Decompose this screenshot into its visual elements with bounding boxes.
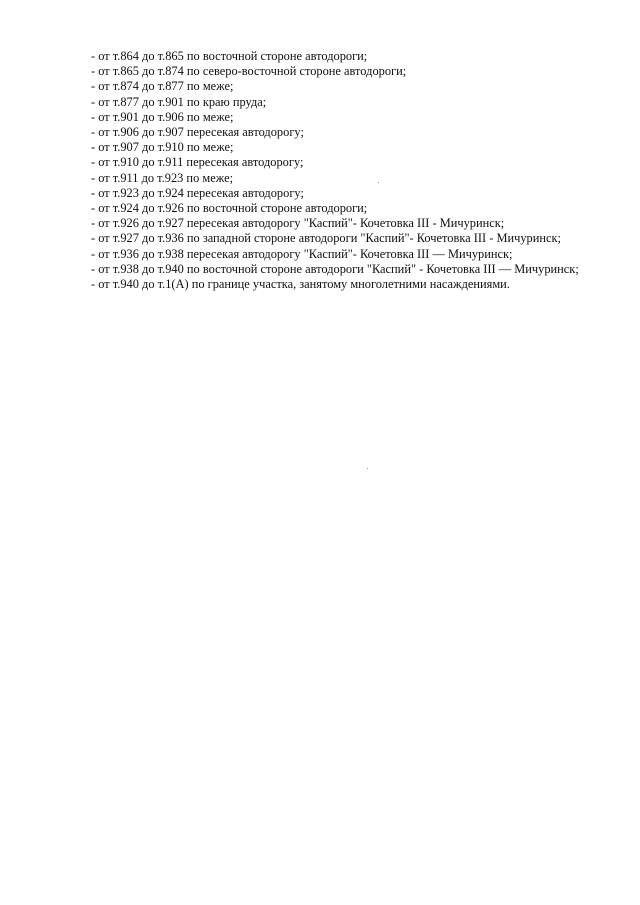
list-item: - от т.936 до т.938 пересекая автодорогу "Каспий"- Кочетовка III — Мичуринск; (91, 246, 513, 261)
list-item: - от т.938 до т.940 по восточной стороне автодороги "Каспий" - Кочетовка III — Мичуринск; (91, 261, 579, 276)
list-item: - от т.940 до т.1(А) по границе участка, занятому многолетними насаждениями. (91, 277, 510, 292)
scan-speck (367, 468, 368, 469)
list-item: - от т.874 до т.877 по меже; (91, 79, 234, 94)
scan-speck (378, 182, 379, 183)
list-item: - от т.911 до т.923 по меже; (91, 170, 234, 185)
list-item: - от т.865 до т.874 по северо-восточной стороне автодороги; (91, 64, 407, 79)
list-item: - от т.923 до т.924 пересекая автодорогу; (91, 185, 304, 200)
list-item: - от т.910 до т.911 пересекая автодорогу; (91, 155, 304, 170)
list-item: - от т.927 до т.936 по западной стороне автодороги "Каспий"- Кочетовка III - Мичуринск; (91, 231, 561, 246)
list-item: - от т.901 до т.906 по меже; (91, 109, 234, 124)
list-item: - от т.877 до т.901 по краю пруда; (91, 94, 267, 109)
list-item: - от т.924 до т.926 по восточной стороне автодороги; (91, 201, 368, 216)
list-item: - от т.864 до т.865 по восточной стороне автодороги; (91, 49, 368, 63)
list-item: - от т.907 до т.910 по меже; (91, 140, 234, 155)
list-item: - от т.906 до т.907 пересекая автодорогу; (91, 125, 304, 140)
list-item: - от т.926 до т.927 пересекая автодорогу "Каспий"- Кочетовка III - Мичуринск; (91, 216, 505, 231)
boundary-description-list (91, 49, 603, 292)
